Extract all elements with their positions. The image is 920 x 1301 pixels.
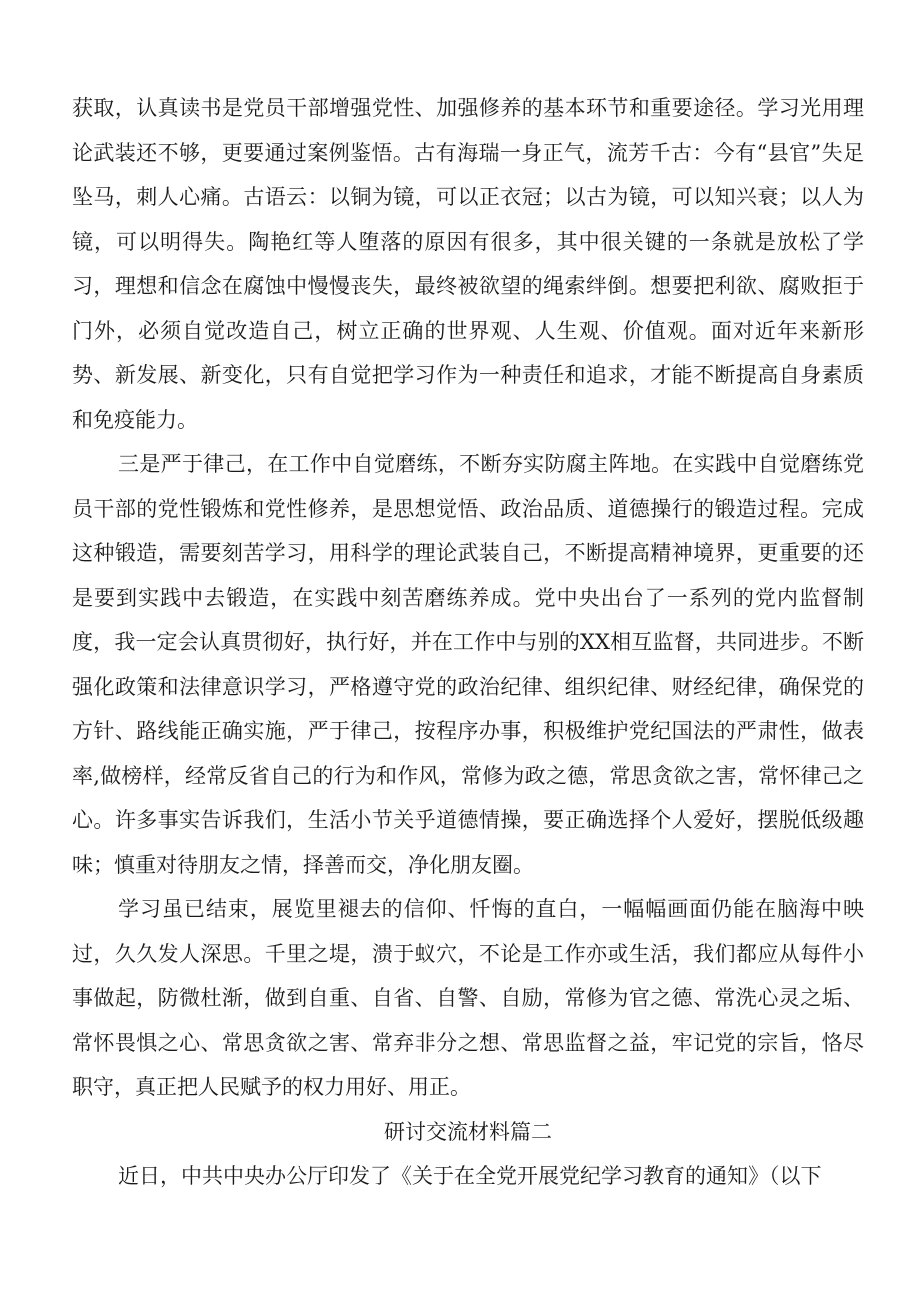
paragraph-self-discipline: 三是严于律己，在工作中自觉磨练，不断夯实防腐主阵地。在实践中自觉磨练党员干部的党性锻炼和党性修养，是思想觉悟、政治品质、道德操行的锻造过程。完成这种锻造，需要刻苦学习，用科学的理论武装自己，不断提高精神境界，更重要的还是要到实践中去锻造，在实践中刻苦磨练养成。党中央出台了一系列的党内监督制度，我一定会认真贯彻好，执行好，并在工作中与别的XX相互监督，共同进步。不断强化政策和法律意识学习，严格遵守党的政治纪律、组织纪律、财经纪律，确保党的方针、路线能正确实施，严于律己，按程序办事，积极维护党纪国法的严肃性，做表率,做榜样，经常反省自己的行为和作风，常修为政之德，常思贪欲之害，常怀律己之心。许多事实告诉我们，生活小节关乎道德情操，要正确选择个人爱好，摆脱低级趣味；慎重对待朋友之情，择善而交，净化朋友圈。 — [72, 452, 864, 877]
paragraph-conclusion: 学习虽已结束，展览里褪去的信仰、忏悔的直白，一幅幅画面仍能在脑海中映过，久久发人深思。千里之堤，溃于蚁穴，不论是工作亦或生活，我们都应从每件小事做起，防微杜渐，做到自重、自省、自警、自励，常修为官之德、常洗心灵之垢、常怀畏惧之心、常思贪欲之害、常弃非分之想、常思监督之益，牢记党的宗旨，恪尽职守，真正把人民赋予的权力用好、用正。 — [72, 897, 864, 1099]
paragraph-continued: 获取，认真读书是党员干部增强党性、加强修养的基本环节和重要途径。学习光用理论武装还不够，更要通过案例鉴悟。古有海瑞一身正气，流芳千古：今有“县官”失足坠马，刺人心痛。古语云：以铜为镜，可以正衣冠；以古为镜，可以知兴衰；以人为镜，可以明得失。陶艳红等人堕落的原因有很多，其中很关键的一条就是放松了学习，理想和信念在腐蚀中慢慢丧失，最终被欲望的绳索绊倒。想要把利欲、腐败拒于门外，必须自觉改造自己，树立正确的世界观、人生观、价值观。面对近年来新形势、新发展、新变化，只有自觉把学习作为一种责任和追求，才能不断提高自身素质和免疫能力。 — [72, 96, 864, 432]
paragraph-intro: 近日，中共中央办公厅印发了《关于在全党开展党纪学习教育的通知》（以下 — [118, 1164, 822, 1188]
section-heading: 研讨交流材料篇二 — [384, 1119, 552, 1144]
document-body — [72, 86, 864, 1199]
